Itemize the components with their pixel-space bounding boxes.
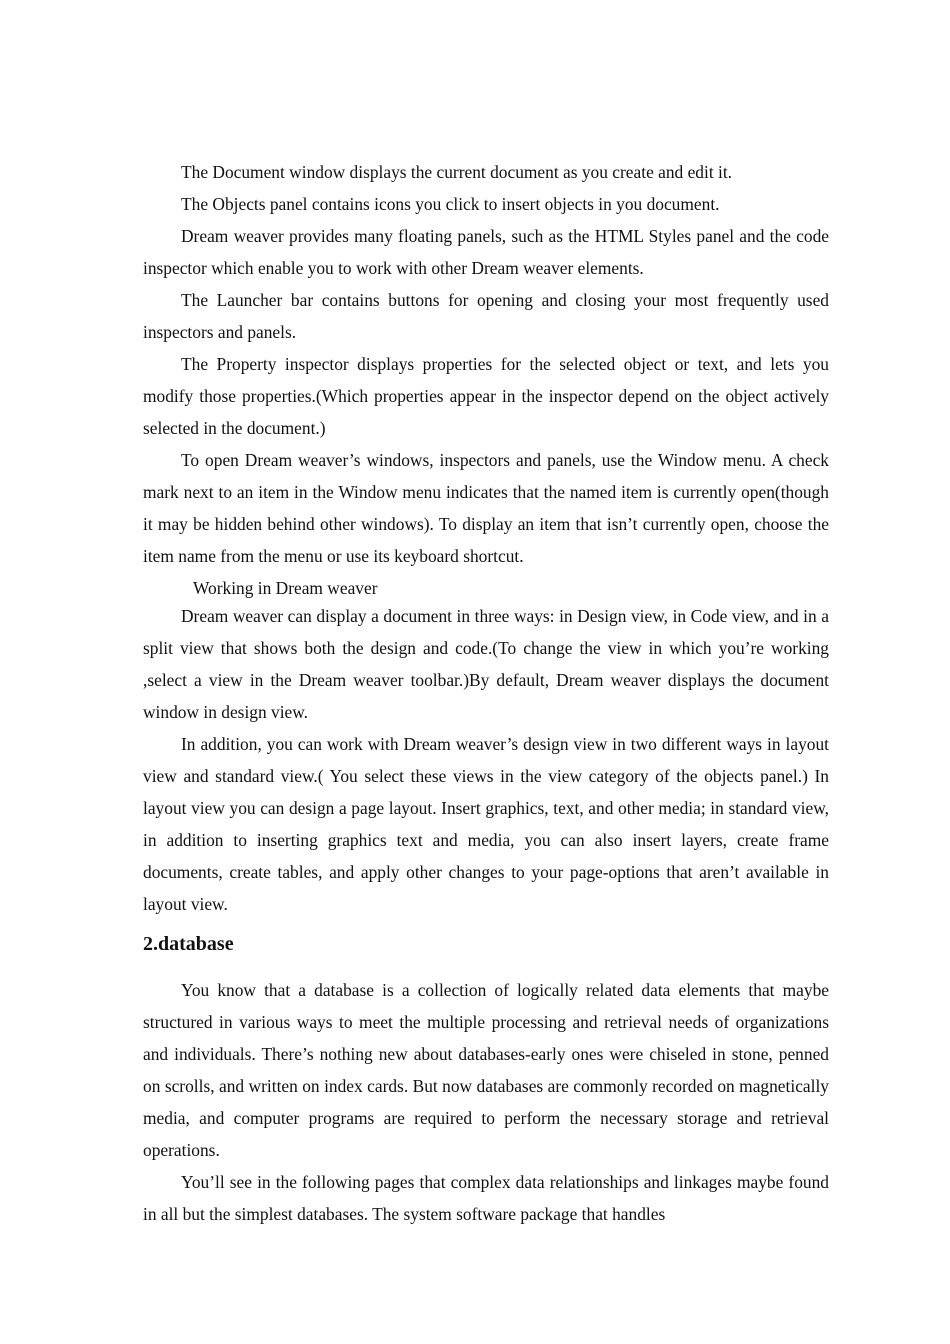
- subheading-working-in-dreamweaver: Working in Dream weaver: [193, 578, 378, 598]
- paragraph-database-definition: You know that a database is a collection of logically related data elements that maybe structured in various ways to meet the multiple processing and retrieval needs of organizations and individuals. There’s nothing new about databases-early ones were chiseled in stone, penned on scrolls, and written on index cards. But now databases are commonly recorded on magnetically media, and computer programs are required to perform the necessary storage and retrieval operations.: [143, 980, 829, 1160]
- paragraph-launcher-bar: The Launcher bar contains buttons for opening and closing your most frequently used inspectors and panels.: [143, 290, 829, 342]
- document-body: [143, 156, 829, 1230]
- paragraph-floating-panels: Dream weaver provides many floating panels, such as the HTML Styles panel and the code inspector which enable you to work with other Dream weaver elements.: [143, 226, 829, 278]
- paragraph-objects-panel: The Objects panel contains icons you click to insert objects in you document.: [181, 194, 720, 214]
- paragraph-layout-standard-view: In addition, you can work with Dream weaver’s design view in two different ways in layout view and standard view.( You select these views in the view category of the objects panel.) In layout view you can design a page layout. Insert graphics, text, and other media; in standard view, in addition to inserting graphics text and media, you can also insert layers, create frame documents, create tables, and apply other changes to your page-options that aren’t available in layout view.: [143, 734, 829, 914]
- paragraph-window-menu: To open Dream weaver’s windows, inspectors and panels, use the Window menu. A check mark next to an item in the Window menu indicates that the named item is currently open(though it may be hidden behind other windows). To display an item that isn’t currently open, choose the item name from the menu or use its keyboard shortcut.: [143, 450, 829, 566]
- paragraph-database-relationships: You’ll see in the following pages that complex data relationships and linkages maybe found in all but the simplest databases. The system software package that handles: [143, 1172, 829, 1224]
- paragraph-property-inspector: The Property inspector displays properties for the selected object or text, and lets you modify those properties.(Which properties appear in the inspector depend on the object actively selected in the document.): [143, 354, 829, 438]
- section-heading-database: 2.database: [143, 933, 234, 955]
- paragraph-document-window: The Document window displays the current document as you create and edit it.: [181, 162, 733, 182]
- paragraph-document-views: Dream weaver can display a document in three ways: in Design view, in Code view, and in a split view that shows both the design and code.(To change the view in which you’re working ,select a view in the Dream weaver toolbar.)By default, Dream weaver displays the document window in design view.: [143, 606, 829, 722]
